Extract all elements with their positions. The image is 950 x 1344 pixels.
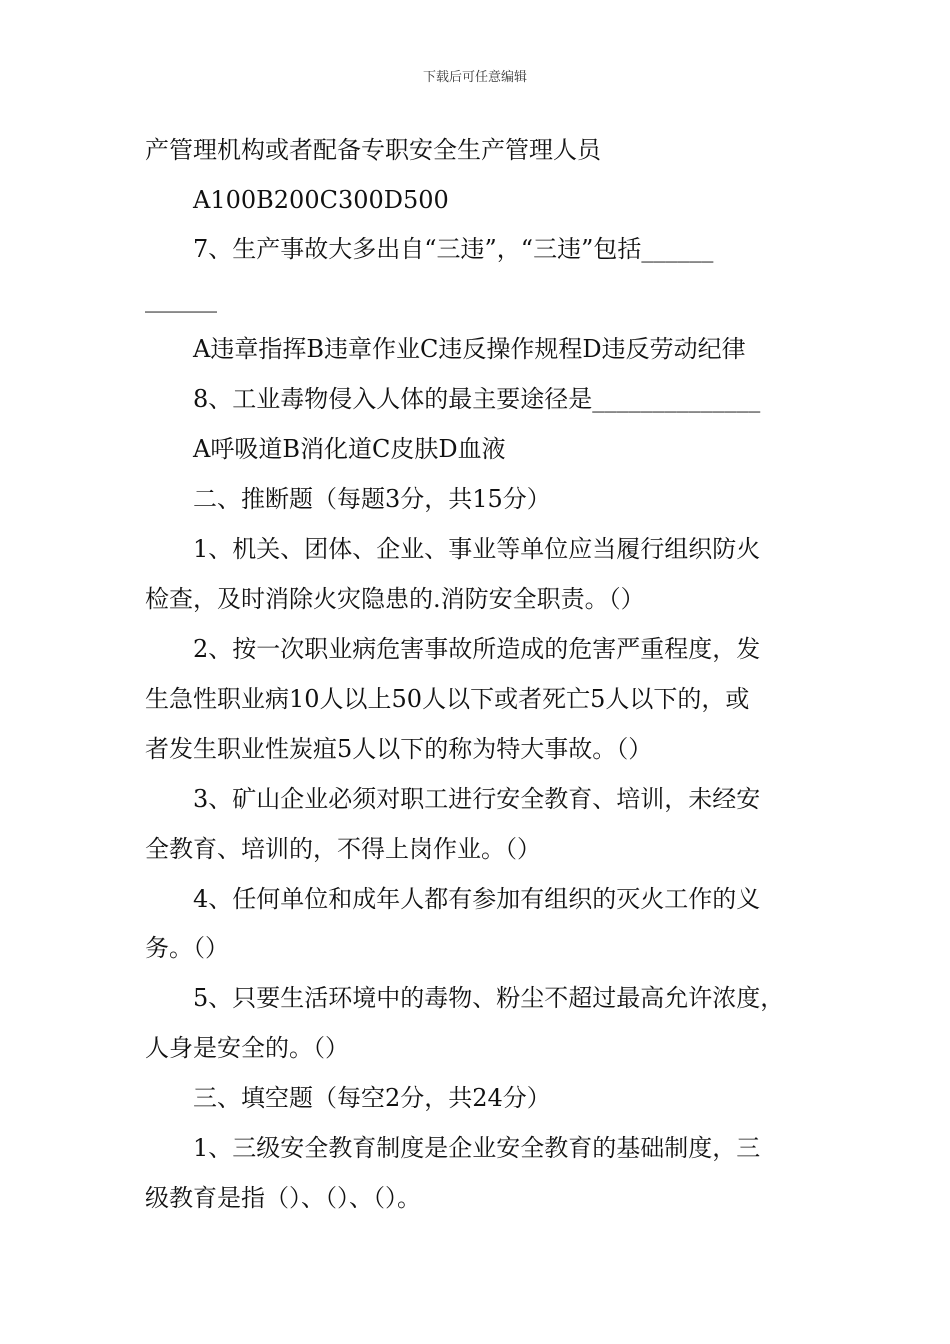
text-line-10: 检查，及时消除火灾隐患的.消防安全职责。（）	[145, 585, 645, 613]
text-line-15: 全教育、培训的，不得上岗作业。（）	[145, 835, 541, 863]
text-line-11: 2、按一次职业病危害事故所造成的危害严重程度，发	[193, 635, 761, 663]
text-line-1: 产管理机构或者配备专职安全生产管理人员	[145, 136, 601, 164]
text-line-16: 4、任何单位和成年人都有参加有组织的灭火工作的义	[193, 885, 761, 913]
text-line-14: 3、矿山企业必须对职工进行安全教育、培训，未经安	[193, 785, 761, 813]
text-line-4: ______	[145, 285, 217, 313]
text-line-21: 1、三级安全教育制度是企业安全教育的基础制度，三	[193, 1134, 761, 1162]
text-line-18: 5、只要生活环境中的毒物、粉尘不超过最高允许浓度，	[193, 984, 785, 1012]
text-line-13: 者发生职业性炭疽5人以下的称为特大事故。（）	[145, 735, 653, 763]
section-heading-judgement: 二、推断题（每题3分，共15分）	[193, 485, 551, 513]
text-line-9: 1、机关、团体、企业、事业等单位应当履行组织防火	[193, 535, 761, 563]
text-line-22: 级教育是指（）、（）、（）。	[145, 1184, 421, 1212]
text-line-6: 8、工业毒物侵入人体的最主要途径是______________	[193, 385, 761, 413]
text-line-19: 人身是安全的。（）	[145, 1034, 349, 1062]
text-line-5: A违章指挥B违章作业C违反操作规程D违反劳动纪律	[193, 335, 746, 363]
text-line-3: 7、生产事故大多出自“三违”，“三违”包括______	[193, 235, 714, 263]
text-line-12: 生急性职业病10人以上50人以下或者死亡5人以下的，或	[145, 685, 750, 713]
text-line-7: A呼吸道B消化道C皮肤D血液	[193, 435, 506, 463]
page-header: 下载后可任意编辑	[422, 70, 527, 85]
text-line-2: A100B200C300D500	[193, 186, 449, 214]
text-line-17: 务。（）	[145, 934, 229, 962]
section-heading-fill-blank: 三、填空题（每空2分，共24分）	[193, 1084, 551, 1112]
